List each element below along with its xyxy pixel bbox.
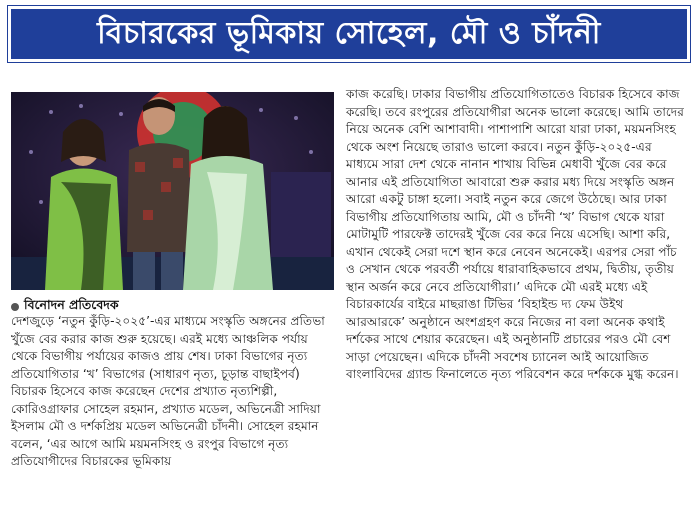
bullet-icon <box>11 303 19 311</box>
headline: বিচারকের ভূমিকায় সোহেল, মৌ ও চাঁদনী <box>8 6 690 62</box>
article-right-column <box>346 86 686 384</box>
left-column-text: দেশজুড়ে ‘নতুন কুঁড়ি-২০২৫’-এর মাধ্যমে সংস্কৃতি অঙ্গনের প্রতিভা খুঁজে বের করার কাজ শুরু হয়েছে। এরই মধ্যে আঞ্চলিক পর্যায় থেকে বিভাগীয় পর্যায়ের কাজও প্রায় শেষ। ঢাকা বিভাগের নৃত্য প্রতিযোগিতার ‘খ’ বিভাগের (সাধারণ নৃত্য, চূড়ান্ত বাছাইপর্ব) বিচারক হিসেবে কাজ করেছেন দেশের প্রখ্যাত নৃত্যশিল্পী, কোরিওগ্রাফার সোহেল রহমান, প্রখ্যাত মডেল, অভিনেত্রী সাদিয়া ইসলাম মৌ ও দর্শকপ্রিয় মডেল অভিনেত্রী চাঁদনী। সোহেল রহমান বলেন, ‘এর আগে আমি ময়মনসিংহ ও রংপুর বিভাগে নৃত্য প্রতিযোগীদের বিচারকের ভূমিকায় <box>11 314 325 468</box>
news-photo <box>11 92 334 290</box>
byline-text: বিনোদন প্রতিবেদক <box>24 297 119 312</box>
right-column-text: কাজ করেছি। ঢাকার বিভাগীয় প্রতিযোগিতাতেও বিচারক হিসেবে কাজ করেছি। তবে রংপুরের প্রতিযোগীরা অনেক ভালো করেছে। আমি তাদের নিয়ে অনেক বেশি আশাবাদী। পাশাপাশি আরো যারা ঢাকা, ময়মনসিংহ থেকে অংশ নিয়েছে তারাও ভালো করবে। নতুন কুঁড়ি-২০২৫-এর মাধ্যমে সারা দেশ থেকে নানান শাখায় বিভিন্ন মেধাবী খুঁজে বের করে আনার এই প্রতিযোগিতা আবারো শুরু করার মধ্য দিয়ে সংস্কৃতি অঙ্গন আরো একটু চাঙ্গা হলো। সবাই নতুন করে জেগে উঠেছে। আর ঢাকা বিভাগীয় প্রতিযোগিতায় আমি, মৌ ও চাঁদনী ‘খ’ বিভাগ থেকে যারা মোটামুটি পারফেক্ট তাদেরই খুঁজে বের করে নিয়ে এসেছি। আশা করি, এখান থেকেই সেরা দশে স্থান করে নেবেন অনেকেই। এরপর সেরা পাঁচ ও সেখান থেকে পরবর্তী পর্যায়ে ধারাবাহিকভাবে প্রথম, দ্বিতীয়, তৃতীয় স্থান অর্জন করে নেবে প্রতিযোগীরা।’ এদিকে মৌ এরই মধ্যে এই বিচারকার্যের বাইরে মাছরাঙা টিভির ‘বিহাইন্ড দ্য ফেম উইথ আরআরকে’ অনুষ্ঠানে অংশগ্রহণ করে নিজের না বলা অনেক কথাই দর্শকের সাথে শেয়ার করেছেন। এই অনুষ্ঠানটি প্রচারের পরও মৌ বেশ সাড়া পেয়েছেন। এদিকে চাঁদনী সবশেষ চ্যানেল আই আয়োজিত বাংলাবিদের গ্র্যান্ড ফিনালেতে নৃত্য পরিবেশন করে দর্শককে মুগ্ধ করেন। <box>346 87 684 381</box>
article-left-column <box>11 313 337 471</box>
